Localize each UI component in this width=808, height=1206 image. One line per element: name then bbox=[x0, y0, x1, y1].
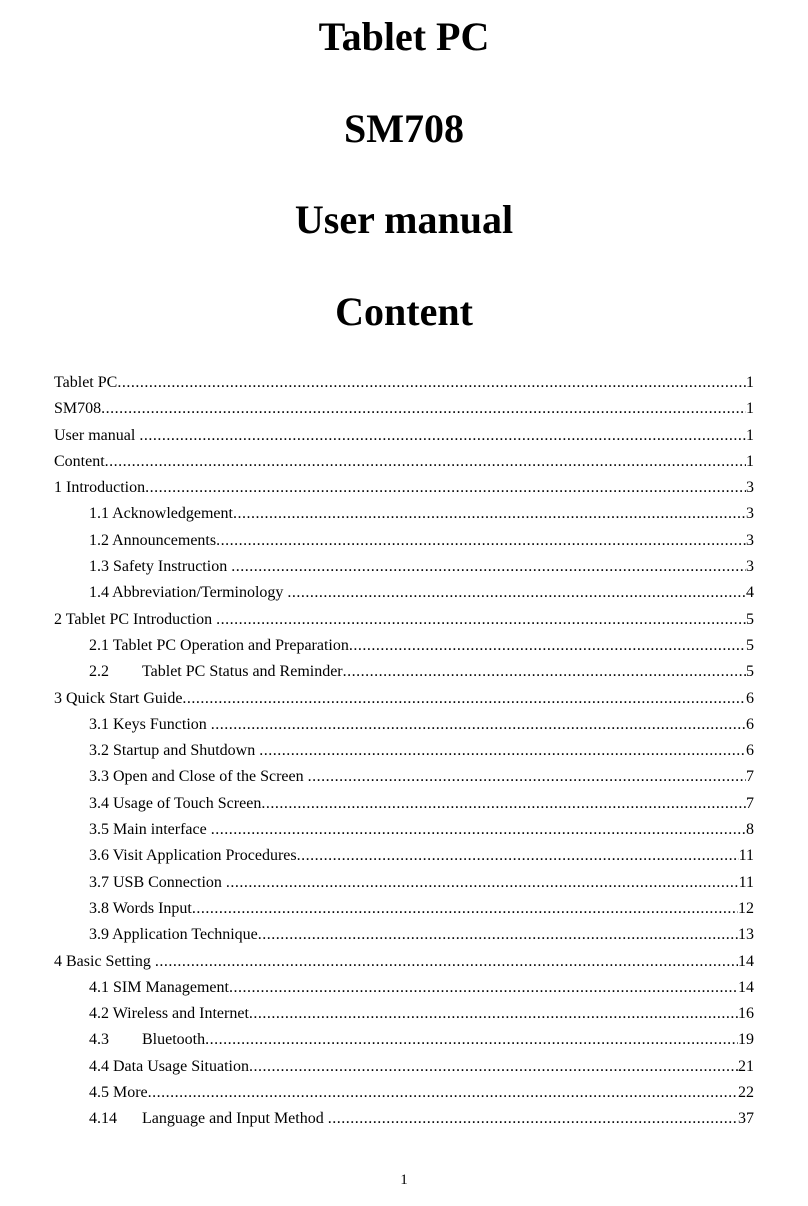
toc-entry[interactable] bbox=[54, 686, 754, 712]
toc-entry-page: 6 bbox=[746, 715, 754, 733]
table-of-contents bbox=[54, 370, 754, 1133]
toc-entry-page: 1 bbox=[746, 426, 754, 444]
toc-entry-text: 1.4 Abbreviation/Terminology bbox=[89, 584, 288, 602]
toc-entry-page: 37 bbox=[738, 1110, 754, 1128]
toc-entry[interactable] bbox=[54, 712, 754, 738]
toc-entry[interactable] bbox=[54, 922, 754, 948]
toc-dot-leader bbox=[287, 580, 746, 606]
toc-entry[interactable] bbox=[54, 764, 754, 790]
toc-entry-text: 4 Basic Setting bbox=[54, 952, 155, 970]
toc-entry-page: 3 bbox=[746, 479, 754, 497]
toc-entry-page: 3 bbox=[746, 531, 754, 549]
toc-entry-text: 3.5 Main interface bbox=[89, 821, 211, 839]
toc-entry-label bbox=[89, 501, 233, 527]
toc-dot-leader bbox=[155, 949, 738, 975]
toc-entry-text: 1 Introduction bbox=[54, 479, 146, 497]
toc-entry-text: 4.1 SIM Management bbox=[89, 978, 229, 996]
toc-entry-text: Bluetooth bbox=[142, 1031, 206, 1049]
toc-entry[interactable] bbox=[54, 396, 754, 422]
toc-entry-text: Language and Input Method bbox=[142, 1110, 328, 1128]
manual-title: User manual bbox=[294, 197, 514, 242]
toc-entry-label bbox=[54, 449, 105, 475]
toc-entry-page: 12 bbox=[738, 899, 754, 917]
toc-dot-leader bbox=[139, 423, 746, 449]
toc-entry-label bbox=[54, 370, 117, 396]
toc-entry-text: SM708 bbox=[54, 400, 102, 418]
toc-dot-leader bbox=[182, 686, 746, 712]
toc-entry[interactable] bbox=[54, 528, 754, 554]
toc-entry-text: Content bbox=[54, 452, 105, 470]
toc-dot-leader bbox=[297, 843, 739, 869]
toc-dot-leader bbox=[343, 659, 746, 685]
toc-dot-leader bbox=[101, 396, 746, 422]
toc-entry-label bbox=[89, 554, 231, 580]
toc-entry[interactable] bbox=[54, 423, 754, 449]
toc-entry[interactable] bbox=[54, 554, 754, 580]
toc-entry-text: 4.4 Data Usage Situation bbox=[89, 1057, 249, 1075]
toc-entry-number: 2.2 bbox=[89, 663, 109, 681]
toc-entry-page: 22 bbox=[738, 1084, 754, 1102]
toc-dot-leader bbox=[231, 554, 746, 580]
toc-entry-page: 3 bbox=[746, 505, 754, 523]
toc-entry-text: 3.6 Visit Application Procedures bbox=[89, 847, 297, 865]
toc-entry-text: 4.2 Wireless and Internet bbox=[89, 1005, 249, 1023]
toc-dot-leader bbox=[226, 870, 739, 896]
toc-entry-label bbox=[89, 764, 308, 790]
toc-entry[interactable] bbox=[54, 975, 754, 1001]
toc-dot-leader bbox=[249, 1001, 738, 1027]
toc-entry[interactable] bbox=[54, 501, 754, 527]
toc-entry-page: 13 bbox=[738, 926, 754, 944]
toc-entry-page: 7 bbox=[746, 794, 754, 812]
toc-dot-leader bbox=[148, 1080, 738, 1106]
toc-entry-text: 1.3 Safety Instruction bbox=[89, 558, 232, 576]
toc-entry-label bbox=[54, 607, 216, 633]
toc-entry-page: 6 bbox=[746, 742, 754, 760]
toc-entry-text: 3 Quick Start Guide bbox=[54, 689, 183, 707]
toc-entry-label bbox=[89, 843, 297, 869]
toc-entry-number: 4.3 bbox=[89, 1031, 109, 1049]
toc-entry-text: 3.7 USB Connection bbox=[89, 873, 226, 891]
toc-entry-page: 5 bbox=[746, 663, 754, 681]
toc-entry[interactable] bbox=[54, 1001, 754, 1027]
toc-entry-label bbox=[89, 870, 226, 896]
toc-entry[interactable] bbox=[54, 1106, 754, 1132]
toc-entry[interactable] bbox=[54, 870, 754, 896]
toc-dot-leader bbox=[229, 975, 738, 1001]
toc-entry-page: 19 bbox=[738, 1031, 754, 1049]
toc-entry-label bbox=[89, 1080, 148, 1106]
toc-entry-text: 3.8 Words Input bbox=[89, 899, 192, 917]
toc-entry-page: 1 bbox=[746, 400, 754, 418]
toc-entry[interactable] bbox=[54, 370, 754, 396]
toc-entry-page: 4 bbox=[746, 584, 754, 602]
toc-entry-page: 5 bbox=[746, 610, 754, 628]
toc-entry-page: 11 bbox=[738, 873, 754, 891]
toc-entry-page: 8 bbox=[746, 821, 754, 839]
toc-entry-text: 2.1 Tablet PC Operation and Preparation bbox=[89, 636, 349, 654]
toc-entry[interactable] bbox=[54, 817, 754, 843]
toc-entry-label bbox=[54, 423, 139, 449]
toc-entry[interactable] bbox=[54, 738, 754, 764]
toc-entry[interactable] bbox=[54, 1027, 754, 1053]
toc-dot-leader bbox=[216, 528, 746, 554]
toc-dot-leader bbox=[216, 607, 746, 633]
toc-dot-leader bbox=[308, 764, 746, 790]
toc-entry-text: 3.2 Startup and Shutdown bbox=[89, 742, 260, 760]
toc-dot-leader bbox=[328, 1106, 738, 1132]
toc-entry-page: 21 bbox=[738, 1057, 754, 1075]
toc-entry-page: 3 bbox=[746, 558, 754, 576]
toc-entry-label bbox=[89, 975, 229, 1001]
toc-entry-text: Tablet PC bbox=[54, 374, 118, 391]
page-number: 1 bbox=[400, 1172, 408, 1188]
toc-entry-text: 1.1 Acknowledgement bbox=[89, 505, 233, 523]
toc-entry-page: 14 bbox=[738, 978, 754, 996]
toc-entry[interactable] bbox=[54, 607, 754, 633]
content-heading: Content bbox=[335, 289, 473, 334]
toc-entry-label bbox=[89, 738, 259, 764]
toc-entry-label bbox=[89, 817, 211, 843]
toc-entry[interactable] bbox=[54, 633, 754, 659]
toc-dot-leader bbox=[117, 370, 746, 396]
toc-entry-text: 3.9 Application Technique bbox=[89, 926, 258, 944]
toc-entry-page: 1 bbox=[746, 374, 754, 391]
toc-entry-label bbox=[89, 528, 216, 554]
toc-entry-text: 4.5 More bbox=[89, 1084, 148, 1102]
toc-dot-leader bbox=[211, 712, 746, 738]
toc-entry[interactable] bbox=[54, 449, 754, 475]
toc-entry[interactable] bbox=[54, 1054, 754, 1080]
toc-entry-label bbox=[54, 949, 155, 975]
toc-entry-label bbox=[89, 633, 349, 659]
toc-entry-label bbox=[89, 896, 192, 922]
toc-dot-leader bbox=[249, 1054, 738, 1080]
toc-entry-text: User manual bbox=[54, 426, 140, 444]
toc-entry-page: 7 bbox=[746, 768, 754, 786]
toc-entry-label bbox=[89, 1106, 328, 1132]
toc-entry-label bbox=[89, 659, 343, 685]
toc-entry-page: 11 bbox=[738, 847, 754, 865]
toc-entry-text: Tablet PC Status and Reminder bbox=[142, 663, 343, 681]
document-title: Tablet PC bbox=[318, 14, 490, 59]
toc-entry-label bbox=[89, 580, 287, 606]
toc-entry[interactable] bbox=[54, 843, 754, 869]
toc-entry-label bbox=[89, 1001, 249, 1027]
toc-entry[interactable] bbox=[54, 1080, 754, 1106]
toc-entry-number: 4.14 bbox=[89, 1110, 117, 1128]
toc-entry-label bbox=[89, 1027, 205, 1053]
toc-entry[interactable] bbox=[54, 659, 754, 685]
toc-entry[interactable] bbox=[54, 949, 754, 975]
toc-dot-leader bbox=[258, 922, 738, 948]
toc-entry-text: 3.4 Usage of Touch Screen bbox=[89, 794, 262, 812]
toc-dot-leader bbox=[145, 475, 746, 501]
toc-dot-leader bbox=[105, 449, 746, 475]
toc-dot-leader bbox=[205, 1027, 738, 1053]
toc-entry-text: 2 Tablet PC Introduction bbox=[54, 610, 217, 628]
toc-dot-leader bbox=[261, 791, 746, 817]
model-title: SM708 bbox=[344, 106, 464, 151]
toc-dot-leader bbox=[211, 817, 746, 843]
toc-entry-page: 14 bbox=[738, 952, 754, 970]
toc-entry-label bbox=[54, 686, 182, 712]
toc-entry-label bbox=[89, 1054, 249, 1080]
toc-entry[interactable] bbox=[54, 580, 754, 606]
toc-entry[interactable] bbox=[54, 475, 754, 501]
toc-entry-label bbox=[54, 475, 145, 501]
toc-entry[interactable] bbox=[54, 896, 754, 922]
toc-entry-label bbox=[54, 396, 101, 422]
toc-entry-text: 3.1 Keys Function bbox=[89, 715, 211, 733]
toc-entry-page: 1 bbox=[746, 452, 754, 470]
toc-entry-page: 16 bbox=[738, 1005, 754, 1023]
toc-entry-text: 1.2 Announcements bbox=[89, 531, 217, 549]
toc-entry[interactable] bbox=[54, 791, 754, 817]
toc-dot-leader bbox=[192, 896, 738, 922]
toc-dot-leader bbox=[233, 501, 746, 527]
toc-entry-label bbox=[89, 791, 261, 817]
toc-dot-leader bbox=[349, 633, 746, 659]
toc-dot-leader bbox=[259, 738, 746, 764]
toc-entry-page: 6 bbox=[746, 689, 754, 707]
toc-entry-label bbox=[89, 712, 211, 738]
toc-entry-page: 5 bbox=[746, 636, 754, 654]
toc-entry-label bbox=[89, 922, 258, 948]
toc-entry-text: 3.3 Open and Close of the Screen bbox=[89, 768, 308, 786]
